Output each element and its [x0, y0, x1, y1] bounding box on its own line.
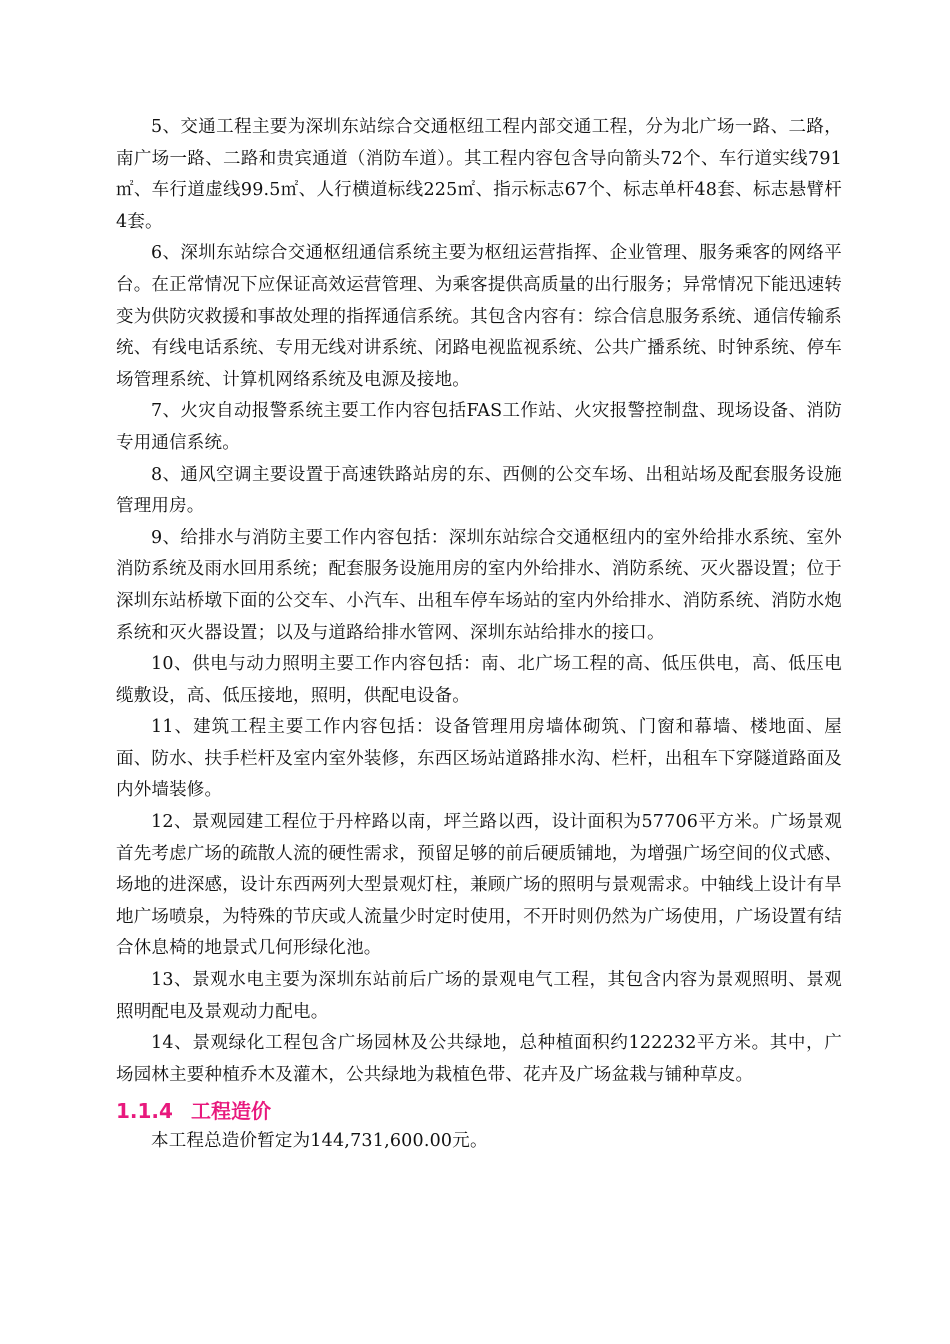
section-number: 1.1.4: [116, 1099, 173, 1124]
paragraph-item-10: 10、供电与动力照明主要工作内容包括：南、北广场工程的高、低压供电，高、低压电缆敷设，高、低压接地，照明，供配电设备。: [116, 654, 842, 706]
paragraph-item-8: 8、通风空调主要设置于高速铁路站房的东、西侧的公交车场、出租站场及配套服务设施管理用房。: [116, 464, 842, 517]
section-heading: [116, 1096, 842, 1126]
paragraph-item-6: 6、深圳东站综合交通枢纽通信系统主要为枢纽运营指挥、企业管理、服务乘客的网络平台。在正常情况下应保证高效运营管理、为乘客提供高质量的出行服务；异常情况下能迅速转变为供防灾救援和事故处理的指挥通信系统。其包含内容有：综合信息服务系统、通信传输系统、有线电话系统、专用无线对讲系统、闭路电视监视系统、公共广播系统、时钟系统、停车场管理系统、计算机网络系统及电源及接地。: [116, 243, 842, 390]
paragraph-item-5: 5、交通工程主要为深圳东站综合交通枢纽工程内部交通工程，分为北广场一路、二路，南广场一路、二路和贵宾通道（消防车道）。其工程内容包含导向箭头72个、车行道实线791㎡、车行道虚线99.5㎡、人行横道标线225㎡、指示标志67个、标志单杆48套、标志悬臂杆4套。: [116, 117, 842, 232]
cost-paragraph: 本工程总造价暂定为144,731,600.00元。: [151, 1131, 488, 1152]
section-title: 工程造价: [190, 1099, 271, 1124]
paragraph-item-7: 7、火灾自动报警系统主要工作内容包括FAS工作站、火灾报警控制盘、现场设备、消防专用通信系统。: [116, 401, 842, 453]
paragraph-item-13: 13、景观水电主要为深圳东站前后广场的景观电气工程，其包含内容为景观照明、景观照明配电及景观动力配电。: [116, 970, 842, 1022]
paragraph-item-11: 11、建筑工程主要工作内容包括：设备管理用房墙体砌筑、门窗和幕墙、楼地面、屋面、防水、扶手栏杆及室内室外装修，东西区场站道路排水沟、栏杆，出租车下穿隧道路面及内外墙装修。: [116, 717, 842, 801]
paragraph-item-12: 12、景观园建工程位于丹梓路以南，坪兰路以西，设计面积为57706平方米。广场景观首先考虑广场的疏散人流的硬性需求，预留足够的前后硬质铺地，为增强广场空间的仪式感、场地的进深感，设计东西两列大型景观灯柱，兼顾广场的照明与景观需求。中轴线上设计有旱地广场喷泉，为特殊的节庆或人流量少时定时使用，不开时则仍然为广场使用，广场设置有结合休息椅的地景式几何形绿化池。: [116, 812, 842, 959]
paragraph-item-14: 14、景观绿化工程包含广场园林及公共绿地，总种植面积约122232平方米。其中，广场园林主要种植乔木及灌木，公共绿地为栽植色带、花卉及广场盆栽与铺种草皮。: [116, 1033, 842, 1085]
document-body: [116, 112, 842, 1158]
paragraph-item-9: 9、给排水与消防主要工作内容包括：深圳东站综合交通枢纽内的室外给排水系统、室外消防系统及雨水回用系统；配套服务设施用房的室内外给排水、消防系统、灭火器设置；位于深圳东站桥墩下面的公交车、小汽车、出租车停车场站的室内外给排水、消防系统、消防水炮系统和灭火器设置；以及与道路给排水管网、深圳东站给排水的接口。: [116, 527, 842, 643]
